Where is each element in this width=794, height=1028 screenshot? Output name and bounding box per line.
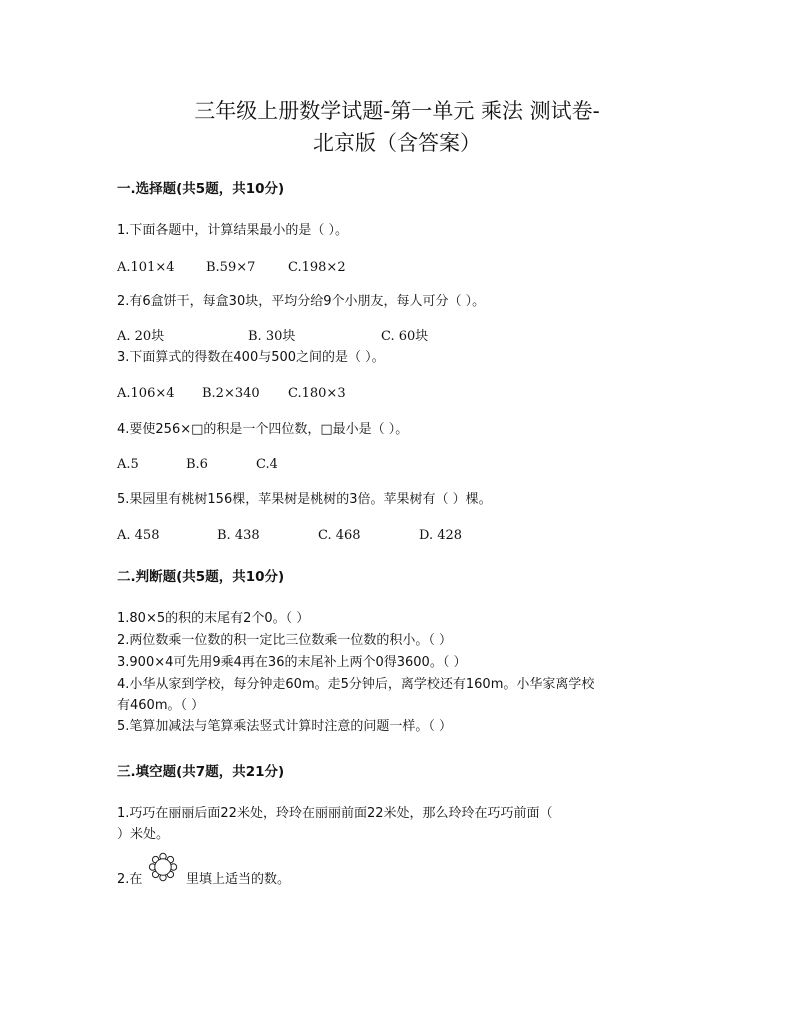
option-b: B.6 (186, 457, 208, 472)
fill-question-1: 1.巧巧在丽丽后面22米处，玲玲在丽丽前面22米处，那么玲玲在巧巧前面（ (117, 806, 553, 821)
option-c: C.198×2 (288, 260, 346, 275)
judge-question-5: 5.笔算加减法与笔算乘法竖式计算时注意的问题一样。（ ） (117, 719, 453, 734)
option-b: B.59×7 (206, 260, 256, 275)
choice-question-5: 5.果园里有桃树156棵，苹果树是桃树的3倍。苹果树有（ ）棵。 (117, 492, 492, 507)
option-c: C.4 (256, 457, 278, 472)
option-b: B.2×340 (202, 386, 260, 401)
worksheet-title-line-1: 三年级上册数学试题-第一单元 乘法 测试卷- (194, 99, 600, 123)
worksheet-title-line-2: 北京版（含答案） (313, 131, 481, 155)
judge-question-4-continued: 有460m。（ ） (117, 698, 205, 713)
judge-question-1: 1.80×5的积的末尾有2个0。（ ） (117, 611, 310, 626)
option-b: B. 30块 (248, 329, 296, 344)
fill-question-2-prefix: 2.在 (117, 872, 143, 887)
fill-question-2-suffix: 里填上适当的数。 (186, 872, 291, 887)
option-a: A. 458 (117, 528, 160, 543)
section-heading-choice: 一.选择题(共5题，共10分) (117, 181, 285, 197)
choice-question-1: 1.下面各题中，计算结果最小的是（ ）。 (117, 223, 349, 238)
section-heading-true-false: 二.判断题(共5题，共10分) (117, 569, 285, 585)
option-c: C.180×3 (288, 386, 346, 401)
option-a: A.5 (117, 457, 139, 472)
flower-blank-icon (148, 852, 178, 882)
option-a: A.101×4 (117, 260, 175, 275)
option-c: C. 468 (318, 528, 361, 543)
judge-question-2: 2.两位数乘一位数的积一定比三位数乘一位数的积小。（ ） (117, 633, 453, 648)
judge-question-4: 4.小华从家到学校，每分钟走60m。走5分钟后，离学校还有160m。小华家离学校 (117, 677, 595, 692)
judge-question-3: 3.900×4可先用9乘4再在36的末尾补上两个0得3600。（ ） (117, 655, 467, 670)
fill-question-1-continued: ）米处。 (117, 827, 170, 842)
choice-question-4: 4.要使256×□的积是一个四位数，□最小是（ ）。 (117, 422, 409, 437)
option-a: A.106×4 (117, 386, 175, 401)
choice-question-2: 2.有6盒饼干，每盒30块，平均分给9个小朋友，每人可分（ ）。 (117, 294, 486, 309)
option-b: B. 438 (217, 528, 260, 543)
option-c: C. 60块 (381, 329, 429, 344)
option-a: A. 20块 (117, 329, 165, 344)
option-d: D. 428 (419, 528, 463, 543)
choice-question-3: 3.下面算式的得数在400与500之间的是（ ）。 (117, 350, 385, 365)
section-heading-fill-in: 三.填空题(共7题，共21分) (117, 764, 285, 780)
